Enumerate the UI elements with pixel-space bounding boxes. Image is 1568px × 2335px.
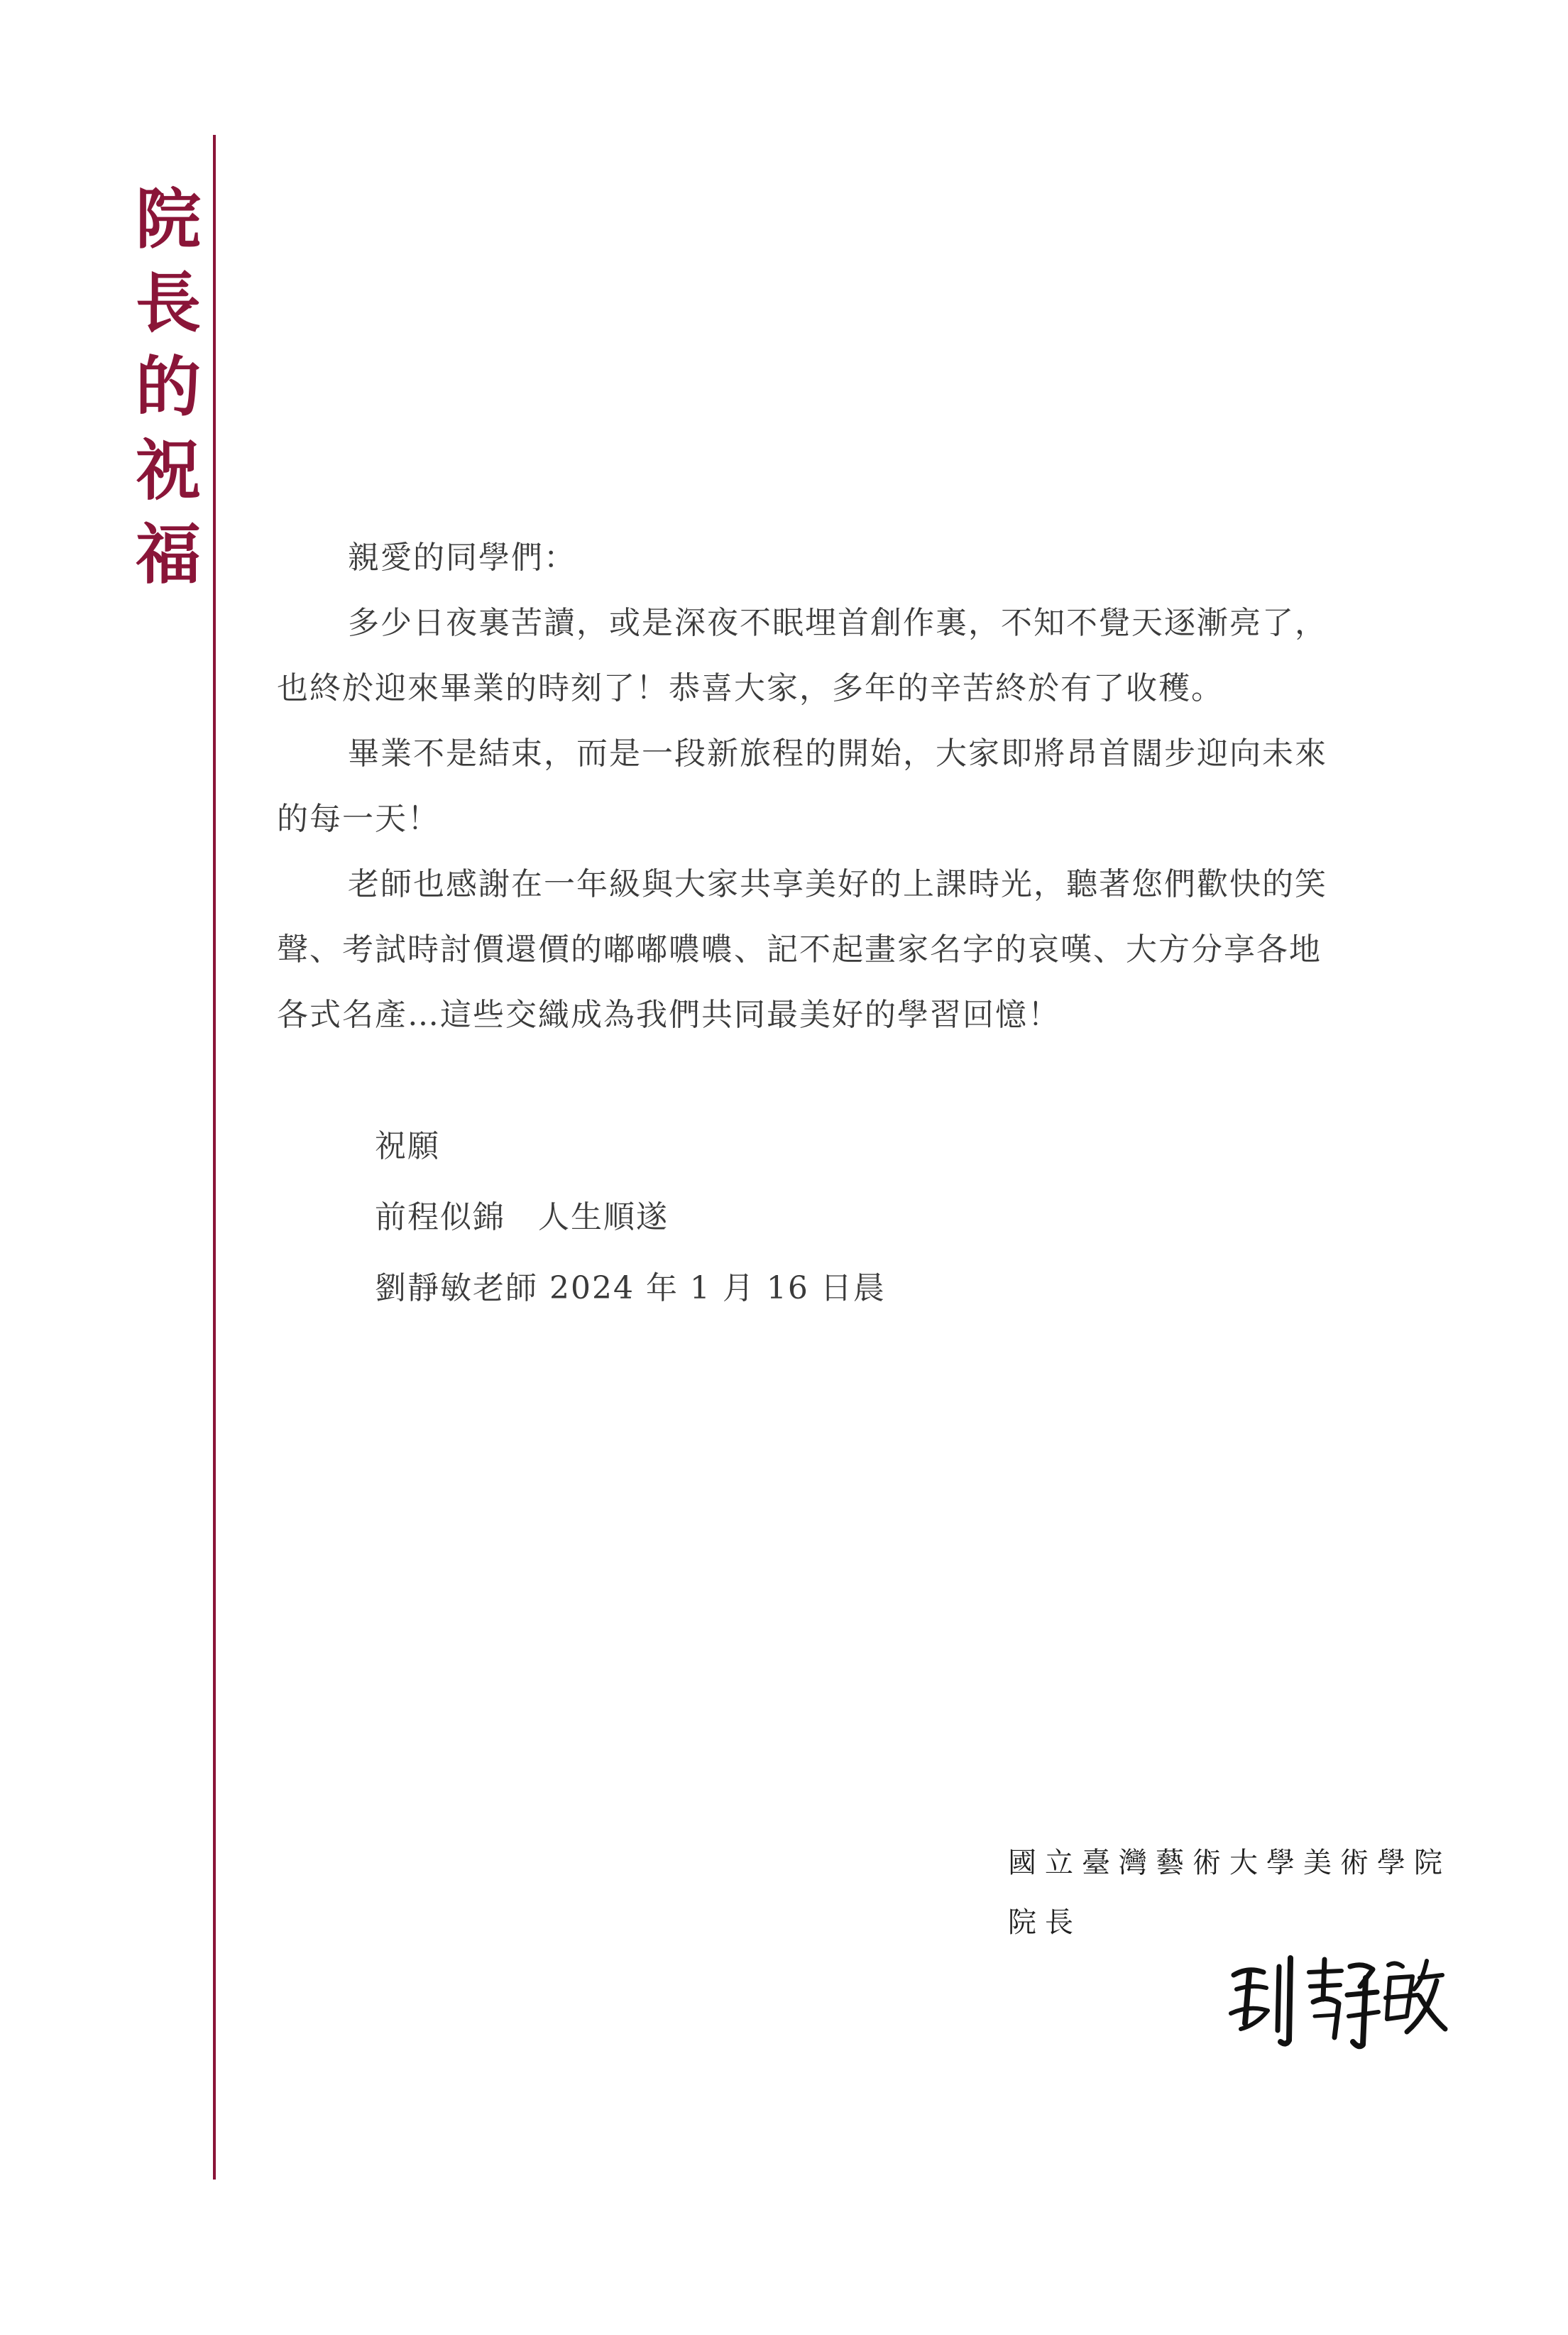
title-char: 福 [135,516,201,593]
title-char: 長 [135,265,201,341]
signature-block [1008,1833,1451,1952]
closing-blessing: 前程似錦 人生順遂 [375,1199,669,1235]
title-char: 院 [135,181,201,258]
closing-wish: 祝願 [375,1128,440,1164]
paragraph-3: 老師也感謝在一年級與大家共享美好的上課時光，聽著您們歡快的笑 聲、考試時討價還價的嘟嘟噥噥、記不起畫家名字的哀嘆、大方分享各地 各式名產…這些交織成為我們共同最美好的學習回憶！ [277,866,1327,1033]
vertical-divider [213,135,216,2180]
handwritten-signature [1221,1945,1448,2052]
title-char: 祝 [135,432,201,509]
letter-body [277,525,1441,1048]
greeting: 親愛的同學們： [348,540,576,576]
paragraph-1: 多少日夜裏苦讀，或是深夜不眠埋首創作裏，不知不覺天逐漸亮了， 也終於迎來畢業的時刻了！恭喜大家，多年的辛苦終於有了收穫。 [277,605,1327,706]
title-char: 的 [135,349,201,425]
paragraph-2: 畢業不是結束，而是一段新旅程的開始，大家即將昂首闊步迎向未來 的每一天！ [277,736,1327,837]
closing-dateline: 劉靜敏老師 2024 年 1 月 16 日晨 [375,1270,886,1306]
institution-name: 國立臺灣藝術大學美術學院 [1008,1847,1451,1879]
page-title [129,177,207,596]
closing-block [375,1111,886,1324]
position-title: 院長 [1008,1906,1082,1939]
